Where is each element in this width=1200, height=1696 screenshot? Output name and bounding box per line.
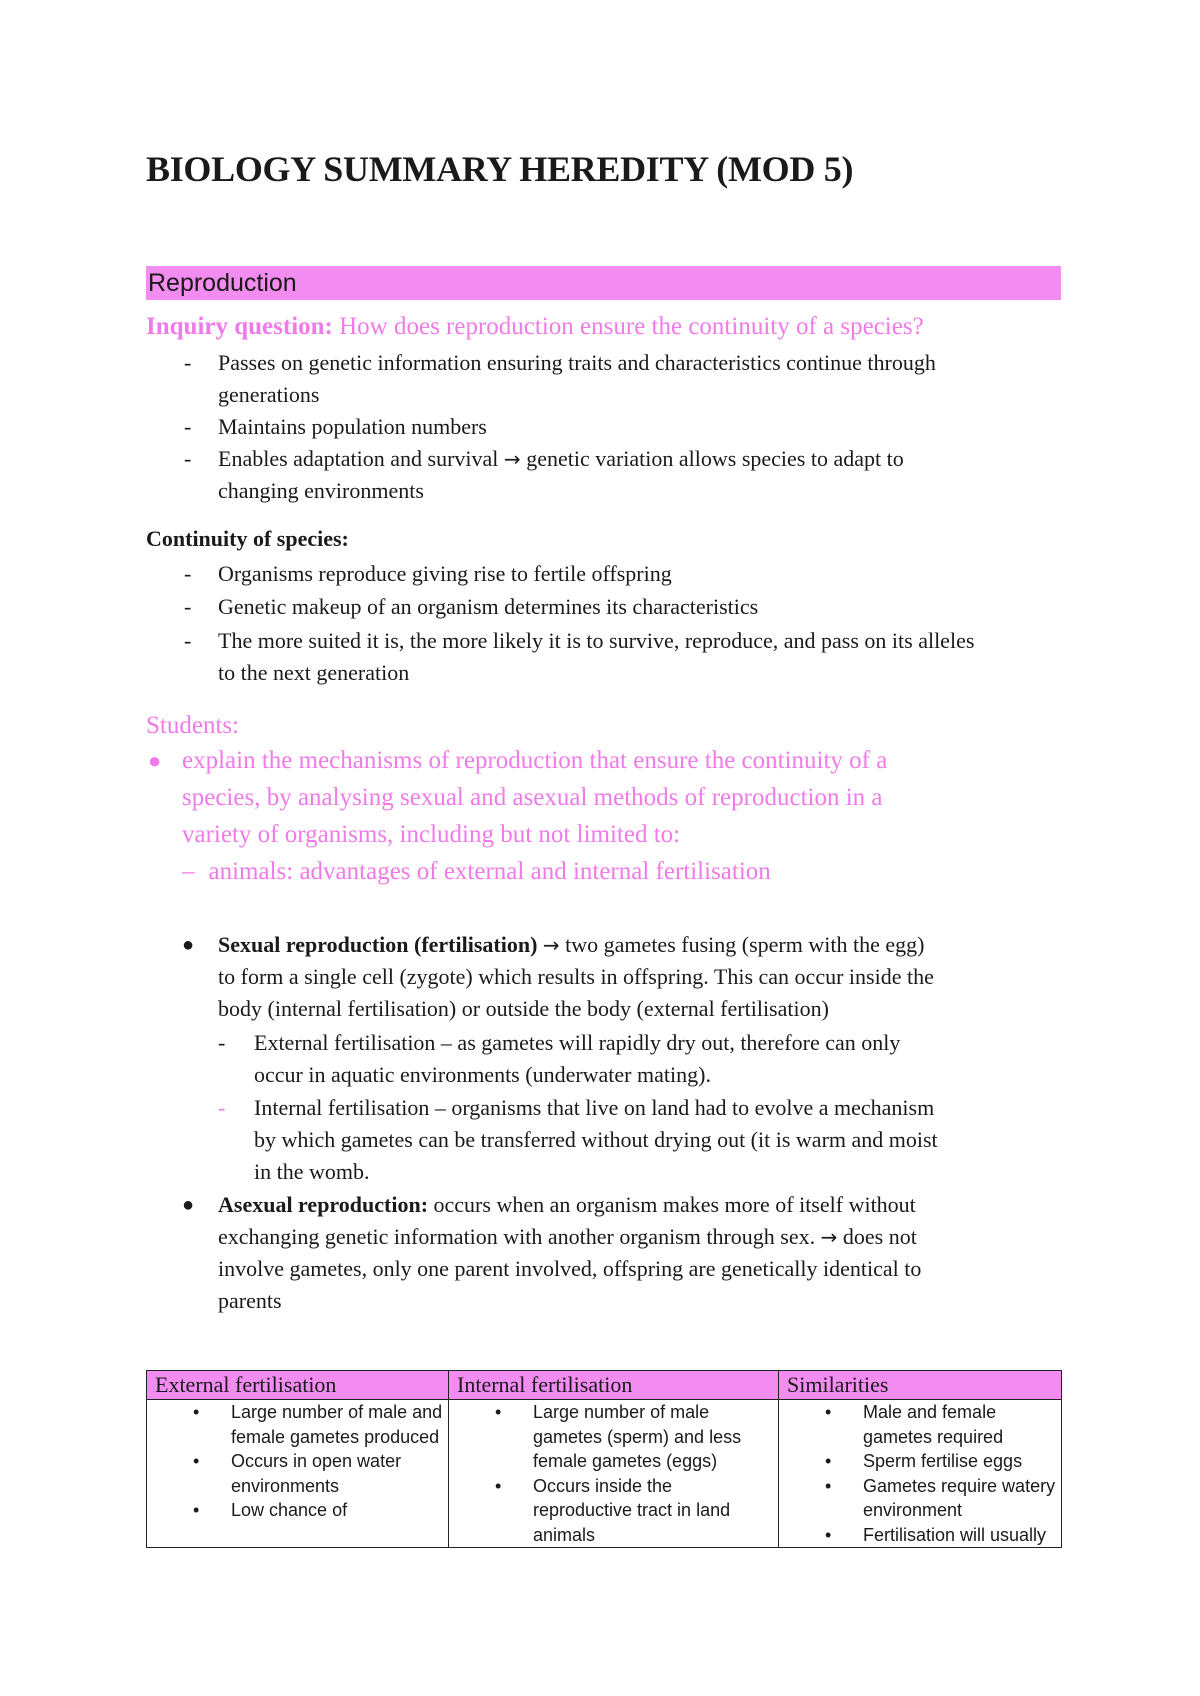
table-cell-external xyxy=(147,1400,449,1548)
inquiry-text: How does reproduction ensure the continuity of a species? xyxy=(339,313,924,340)
bullet-icon: ● xyxy=(182,1194,195,1216)
table-header: External fertilisation xyxy=(147,1371,449,1400)
arrow-icon: → xyxy=(542,933,560,957)
inquiry-label: Inquiry question: xyxy=(146,313,333,340)
sexual-label: Sexual reproduction (fertilisation) xyxy=(218,932,538,957)
internal-fertilisation-note: - Internal fertilisation – organisms that live on land had to evolve a mechanism by which gametes can be transferred without drying out (it is warm and moist in the womb. xyxy=(218,1095,938,1184)
arrow-icon: → xyxy=(503,447,521,471)
list-item: • Sperm fertilise eggs xyxy=(779,1449,1061,1474)
table-header: Internal fertilisation xyxy=(449,1371,779,1400)
list-item: • Large number of male and female gametes produced xyxy=(147,1400,448,1449)
list-item: - Passes on genetic information ensuring traits and characteristics continue through generations xyxy=(184,350,936,407)
list-item: • Gametes require watery environment xyxy=(779,1474,1061,1523)
table-header: Similarities xyxy=(779,1371,1062,1400)
document-title: BIOLOGY SUMMARY HEREDITY (MOD 5) xyxy=(146,149,854,189)
fertilisation-comparison-table xyxy=(146,1370,1062,1548)
external-fertilisation-note: - External fertilisation – as gametes will rapidly dry out, therefore can only occur in aquatic environments (underwater mating). xyxy=(218,1030,901,1087)
inquiry-question xyxy=(146,313,924,341)
list-item: • Occurs inside the reproductive tract in land animals xyxy=(449,1474,778,1548)
list-item: • Fertilisation will usually xyxy=(779,1523,1061,1548)
list-item: • Large number of male gametes (sperm) and less female gametes (eggs) xyxy=(449,1400,778,1474)
list-item: - Maintains population numbers xyxy=(184,414,487,439)
asexual-reproduction-block: ● Asexual reproduction: occurs when an organism makes more of itself without exchanging genetic information with another organism through sex. → does not involve gametes, only one parent involved, offspring are genetically identical to parents xyxy=(218,1189,1063,1317)
continuity-points-list xyxy=(146,558,1061,689)
bullet-icon: ● xyxy=(182,934,195,956)
list-item: • Low chance of xyxy=(147,1498,448,1523)
table-cell-similarities xyxy=(779,1400,1062,1548)
list-item: • Occurs in open water environments xyxy=(147,1449,448,1498)
asexual-label: Asexual reproduction: xyxy=(218,1192,429,1217)
list-item: - Organisms reproduce giving rise to fertile offspring xyxy=(184,561,672,586)
arrow-icon: → xyxy=(820,1225,838,1249)
list-item: • Male and female gametes required xyxy=(779,1400,1061,1449)
continuity-heading: Continuity of species: xyxy=(146,526,349,551)
students-label: Students: xyxy=(146,712,240,739)
syllabus-outcome: ● explain the mechanisms of reproduction that ensure the continuity of a species, by analysing sexual and asexual methods of reproduction in a variety of organisms, including but not limited to: xyxy=(146,742,1061,853)
sexual-reproduction-block: ● Sexual reproduction (fertilisation) → two gametes fusing (sperm with the egg) to form a single cell (zygote) which results in offspring. This can occur inside the body (internal fertilisation) or outside the body (external fertilisation) xyxy=(218,929,1063,1025)
list-item: - The more suited it is, the more likely it is to survive, reproduce, and pass on its alleles to the next generation xyxy=(184,628,975,685)
list-item: - Enables adaptation and survival → genetic variation allows species to adapt to changing environments xyxy=(184,446,904,503)
syllabus-dash-item: – animals: advantages of external and internal fertilisation xyxy=(182,858,771,885)
inquiry-points-list xyxy=(146,347,1061,507)
list-item: - Genetic makeup of an organism determines its characteristics xyxy=(184,594,759,619)
bullet-icon: ● xyxy=(148,748,162,773)
section-heading-reproduction: Reproduction xyxy=(146,266,1061,300)
table-cell-internal xyxy=(449,1400,779,1548)
table-row xyxy=(147,1400,1062,1548)
